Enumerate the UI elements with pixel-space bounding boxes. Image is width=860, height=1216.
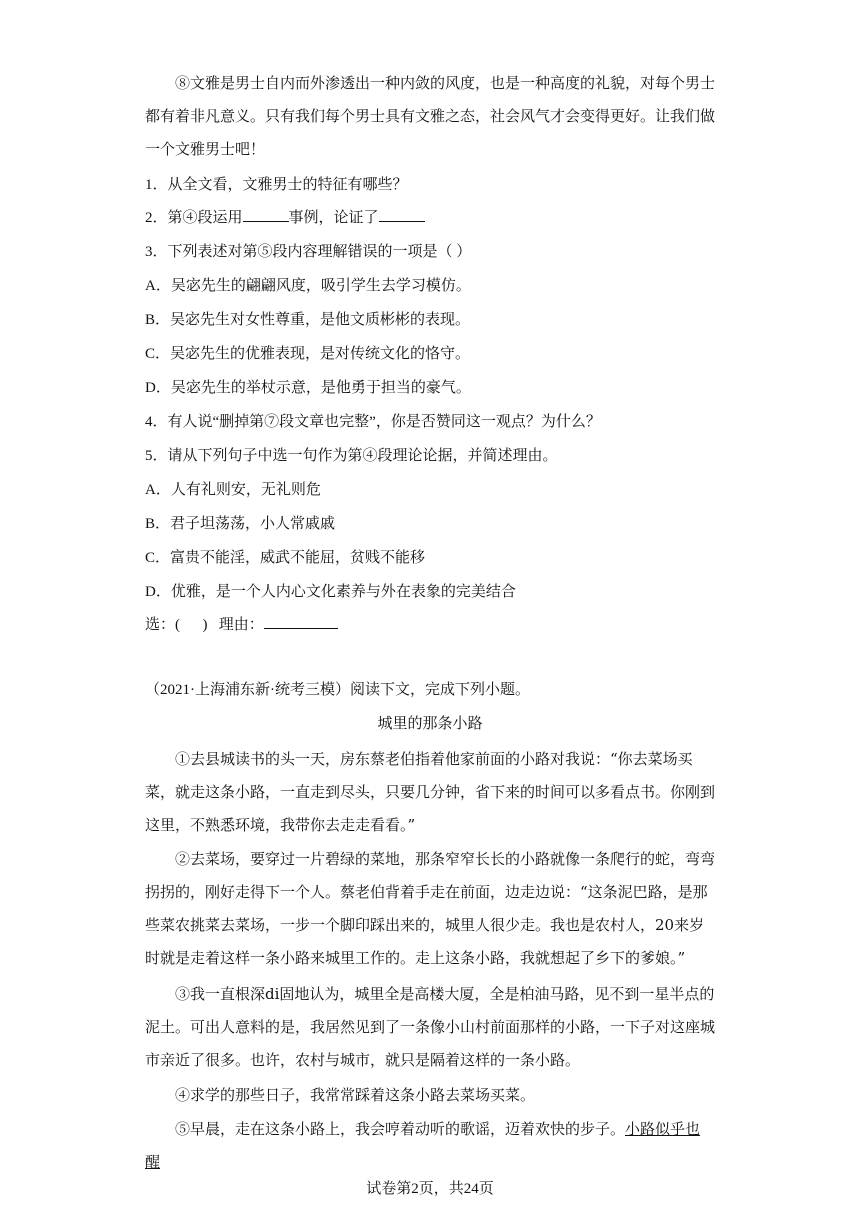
question-5-option-b: B．君子坦荡荡，小人常戚戚 bbox=[145, 516, 336, 532]
answer-blank[interactable] bbox=[243, 207, 289, 222]
page-footer: 试卷第2页，共24页 bbox=[366, 1181, 494, 1197]
question-2-middle: 事例，论证了 bbox=[288, 210, 379, 226]
paragraph-5-text: ⑤早晨，走在这条小路上，我会哼着动听的歌谣，迈着欢快的步子。 bbox=[175, 1120, 626, 1138]
article-title: 城里的那条小路 bbox=[377, 714, 483, 732]
question-3-option-d: D．吴宓先生的举杖示意，是他勇于担当的豪气。 bbox=[145, 380, 471, 396]
question-5-option-a: A．人有礼则安，无礼则危 bbox=[145, 482, 321, 498]
source-note: （2021·上海浦东新·统考三模）阅读下文，完成下列小题。 bbox=[145, 682, 530, 698]
question-3: 3．下列表述对第⑤段内容理解错误的一项是（ ） bbox=[145, 244, 472, 260]
question-5-choice bbox=[145, 614, 715, 636]
reason-blank[interactable] bbox=[264, 614, 338, 629]
question-3-option-b: B．吴宓先生对女性尊重，是他文质彬彬的表现。 bbox=[145, 312, 471, 328]
article-paragraph-2: ②去菜场，要穿过一片碧绿的菜地，那条窄窄长长的小路就像一条爬行的蛇，弯弯拐拐的，刚好走得下一个人。蔡老伯背着手走在前面，边走边说：“这条泥巴路，是那些菜农挑菜去菜场，一步一个脚印踩出来的，城里人很少走。我也是农村人，20来岁时就是走着这样一条小路来城里工作的。走上这条小路，我就想起了乡下的爹娘。” bbox=[145, 850, 716, 967]
question-1: 1．从全文看，文雅男士的特征有哪些？ bbox=[145, 177, 408, 193]
question-2 bbox=[145, 207, 715, 229]
question-5-option-d: D．优雅，是一个人内心文化素养与外在表象的完美结合 bbox=[145, 584, 516, 600]
question-3-option-c: C．吴宓先生的优雅表现，是对传统文化的恪守。 bbox=[145, 346, 471, 362]
article-paragraph-5 bbox=[145, 1113, 715, 1179]
question-4: 4．有人说“删掉第⑦段文章也完整”，你是否赞同这一观点？为什么？ bbox=[145, 414, 601, 430]
question-2-prefix: 2．第④段运用 bbox=[145, 210, 243, 226]
underlined-sentence: 小路似乎也醒 bbox=[145, 1120, 701, 1171]
answer-blank[interactable] bbox=[379, 207, 425, 222]
article-paragraph-3: ③我一直根深di固地认为，城里全是高楼大厦，全是柏油马路，见不到一星半点的泥土。可出人意料的是，我居然见到了一条像小山村前面那样的小路，一下子对这座城市亲近了很多。也许，农村与城市，就只是隔着这样的一条小路。 bbox=[145, 985, 716, 1069]
question-3-option-a: A．吴宓先生的翩翩风度，吸引学生去学习模仿。 bbox=[145, 278, 471, 294]
question-5: 5．请从下列句子中选一句作为第④段理论论据，并简述理由。 bbox=[145, 448, 558, 464]
paragraph-8: ⑧文雅是男士自内而外渗透出一种内敛的风度，也是一种高度的礼貌，对每个男士都有着非凡意义。只有我们每个男士具有文雅之态，社会风气才会变得更好。让我们做一个文雅男士吧！ bbox=[145, 74, 716, 158]
question-5-option-c: C．富贵不能淫，威武不能屈，贫贱不能移 bbox=[145, 550, 426, 566]
article-paragraph-1: ①去县城读书的头一天，房东蔡老伯指着他家前面的小路对我说：“你去菜场买菜，就走这条小路，一直走到尽头，只要几分钟，省下来的时间可以多看点书。你刚到这里，不熟悉环境，我带你去走走看看。” bbox=[145, 750, 716, 834]
article-paragraph-4: ④求学的那些日子，我常常踩着这条小路去菜场买菜。 bbox=[175, 1086, 536, 1104]
choice-label: 选：( ) 理由： bbox=[145, 617, 264, 633]
